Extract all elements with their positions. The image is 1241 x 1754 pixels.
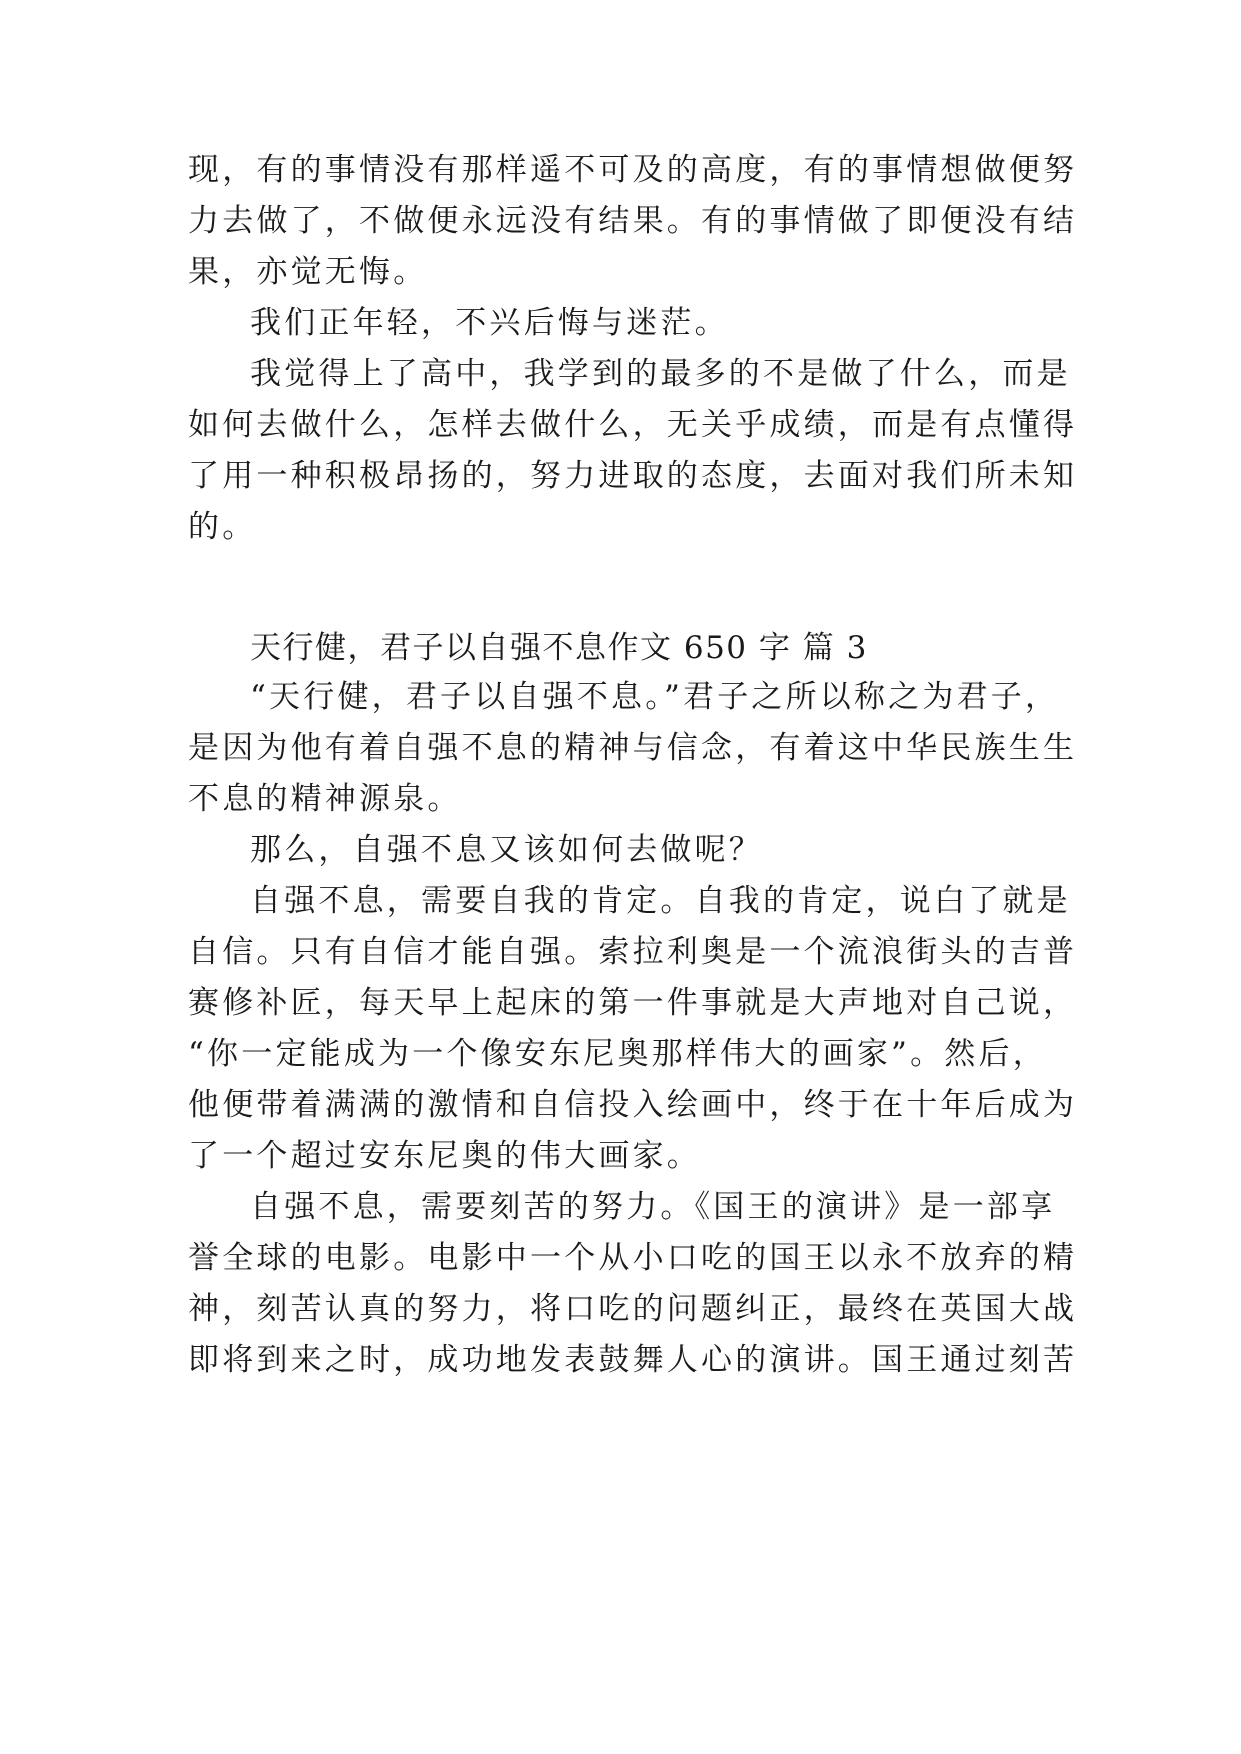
text-line: 誉全球的电影。电影中一个从小口吃的国王以永不放弃的精 [188,1240,1078,1276]
section-heading: 天行健，君子以自强不息作文 650 字 篇 3 [250,630,868,666]
text-line: 他便带着满满的激情和自信投入绘画中，终于在十年后成为 [188,1087,1078,1123]
text-line: 如何去做什么，怎样去做什么，无关乎成绩，而是有点懂得 [188,407,1078,443]
text-line: 了用一种积极昂扬的，努力进取的态度，去面对我们所未知 [188,458,1078,494]
text-line: 了一个超过安东尼奥的伟大画家。 [188,1138,701,1174]
text-line: 即将到来之时，成功地发表鼓舞人心的演讲。国王通过刻苦 [188,1342,1078,1378]
text-line: 我觉得上了高中，我学到的最多的不是做了什么，而是 [250,356,1071,392]
text-line: 自信。只有自信才能自强。索拉利奥是一个流浪街头的吉普 [188,934,1078,970]
text-line: 赛修补匠，每天早上起床的第一件事就是大声地对自己说， [188,985,1078,1021]
text-line: 自强不息，需要自我的肯定。自我的肯定，说白了就是 [250,883,1071,919]
text-line: 力去做了，不做便永远没有结果。有的事情做了即便没有结 [188,203,1078,239]
text-line: 我们正年轻，不兴后悔与迷茫。 [250,305,729,341]
text-line: 那么，自强不息又该如何去做呢？ [250,832,763,868]
text-line: 自强不息，需要刻苦的努力。《国王的演讲》是一部享 [250,1189,1056,1225]
text-line: 不息的精神源泉。 [188,781,462,817]
text-line: 现，有的事情没有那样遥不可及的高度，有的事情想做便努 [188,152,1078,188]
text-line: 果，亦觉无悔。 [188,254,428,290]
text-line: 是因为他有着自强不息的精神与信念，有着这中华民族生生 [188,730,1078,766]
text-line: 神，刻苦认真的努力，将口吃的问题纠正，最终在英国大战 [188,1291,1078,1327]
text-line: 的。 [188,509,257,545]
text-line: “你一定能成为一个像安东尼奥那样伟大的画家”。然后， [188,1036,1047,1072]
text-line: “天行健，君子以自强不息。”君子之所以称之为君子， [250,679,1060,715]
